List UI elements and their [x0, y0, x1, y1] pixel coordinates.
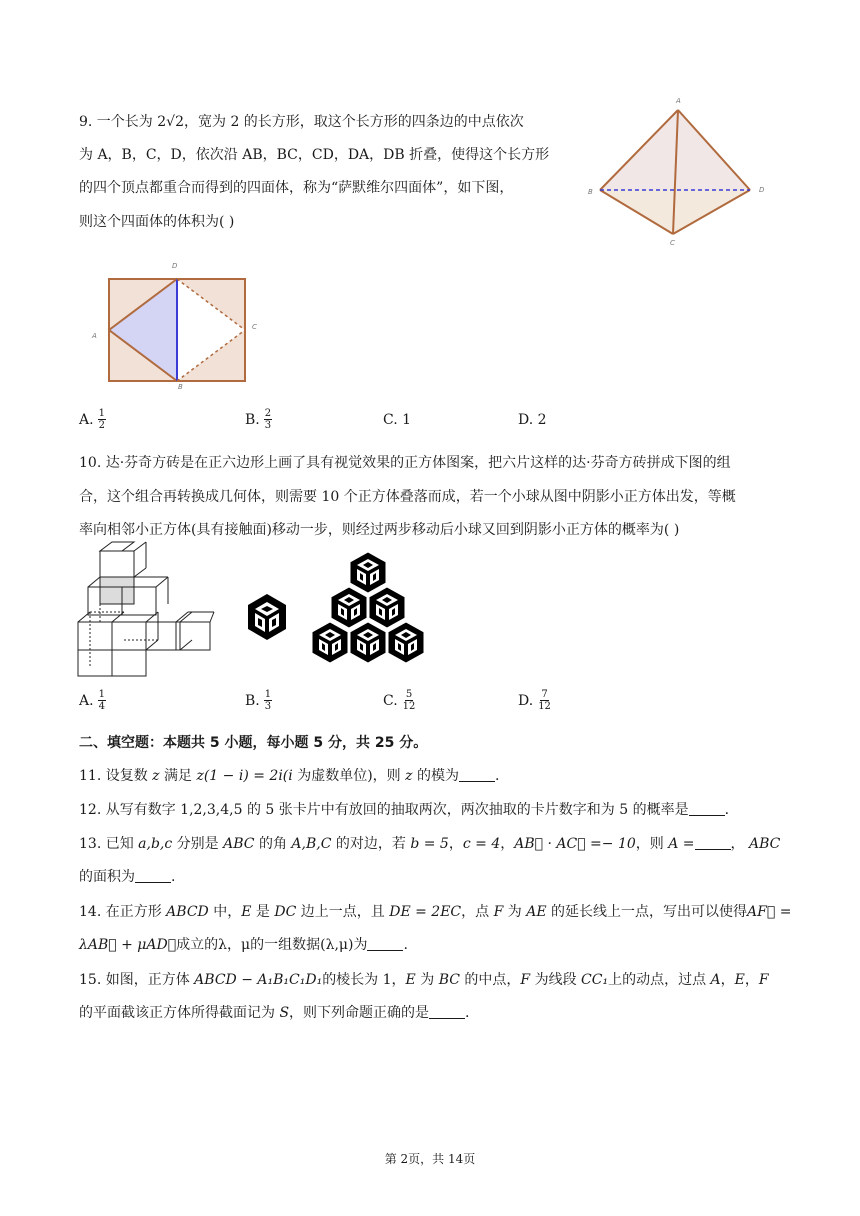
tetra-label-a: A — [676, 97, 681, 105]
q10-option-c: C. $\frac{5}{12}$ — [383, 689, 416, 712]
q13-line-2: 的面积为 . — [79, 869, 176, 885]
page-footer: 第 2页，共 14页 — [384, 1152, 476, 1166]
q13-answer-blank-2 — [135, 868, 171, 883]
q10-option-a: A. $\frac{1}{4}$ — [79, 689, 105, 712]
q9-line-2: 为 A，B，C，D，依次沿 AB，BC，CD，DA，DB 折叠，使得这个长方形 — [79, 147, 550, 163]
q15-line-2: 的平面截该正方体所得截面记为 S，则下列命题正确的是 . — [79, 1005, 470, 1021]
q9-option-d: D. 2 — [518, 412, 547, 428]
davinci-tile-pyramid — [310, 552, 426, 670]
q13-answer-blank-1 — [695, 835, 731, 850]
tetra-label-d: D — [759, 186, 765, 194]
rect-label-d: D — [172, 262, 178, 270]
q9-line-1: 9. 一个长为 2√2，宽为 2 的长方形，取这个长方形的四条边的中点依次 — [79, 114, 524, 130]
q10-line-3: 率向相邻小正方体(具有接触面)移动一步，则经过两步移动后小球又回到阴影小正方体的概率为( ) — [79, 522, 680, 538]
q9-option-b: B. $\frac{2}{3}$ — [245, 408, 272, 431]
q10-line-2: 合，这个组合再转换成几何体，则需要 10 个正方体叠落而成，若一个小球从图中阴影小正方体出发，等概 — [79, 489, 736, 505]
q15-answer-blank — [429, 1004, 465, 1019]
tetra-label-b: B — [588, 188, 593, 196]
q9-line-4: 则这个四面体的体积为( ) — [79, 214, 235, 230]
q14-line-1: 14. 在正方形 ABCD 中，E 是 DC 边上一点，且 DE = 2EC，点 F 为 AE 的延长线上一点，写出可以使得AF⃗ = — [79, 904, 792, 920]
q14-line-2: λAB⃗ + μAD⃗成立的λ，μ的一组数据(λ,μ)为 . — [79, 937, 408, 953]
davinci-tile-single — [245, 592, 289, 642]
q9-option-c: C. 1 — [383, 412, 412, 428]
q10-option-b: B. $\frac{1}{3}$ — [245, 689, 272, 712]
q14-answer-blank — [367, 936, 403, 951]
q10-option-d: D. $\frac{7}{12}$ — [518, 689, 551, 712]
q12-answer-blank — [689, 801, 725, 816]
q13-line-1: 13. 已知 a,b,c 分别是 ABC 的角 A,B,C 的对边，若 b = 5，c = 4，AB⃗ · AC⃗ =− 10，则 A = ， ABC — [79, 836, 781, 852]
rectangle-fold-figure — [86, 256, 256, 392]
q11-line: 11. 设复数 z 满足 z(1 − i) = 2i(i 为虚数单位)，则 z 的模为 . — [79, 768, 500, 784]
q10-line-1: 10. 达·芬奇方砖是在正六边形上画了具有视觉效果的正方体图案，把六片这样的达·芬奇方砖拼成下图的组 — [79, 455, 731, 471]
tetra-label-c: C — [670, 239, 675, 247]
rect-label-b: B — [178, 383, 183, 391]
tetrahedron-figure — [580, 92, 780, 252]
rect-label-a: A — [92, 332, 97, 340]
q9-option-a: A. $\frac{1}{2}$ — [79, 408, 105, 431]
rect-label-c: C — [252, 323, 257, 331]
q9-line-3: 的四个顶点都重合而得到的四面体，称为“萨默维尔四面体”，如下图， — [79, 180, 514, 196]
q11-answer-blank — [459, 767, 495, 782]
stacked-cubes-figure — [76, 542, 216, 682]
q12-line: 12. 从写有数字 1,2,3,4,5 的 5 张卡片中有放回的抽取两次，两次抽取的卡片数字和为 5 的概率是 . — [79, 802, 730, 818]
q15-line-1: 15. 如图，正方体 ABCD − A₁B₁C₁D₁的棱长为 1，E 为 BC 的中点，F 为线段 CC₁上的动点，过点 A，E，F — [79, 972, 769, 988]
section-fill-in-heading: 二、填空题：本题共 5 小题，每小题 5 分，共 25 分。 — [79, 735, 428, 751]
